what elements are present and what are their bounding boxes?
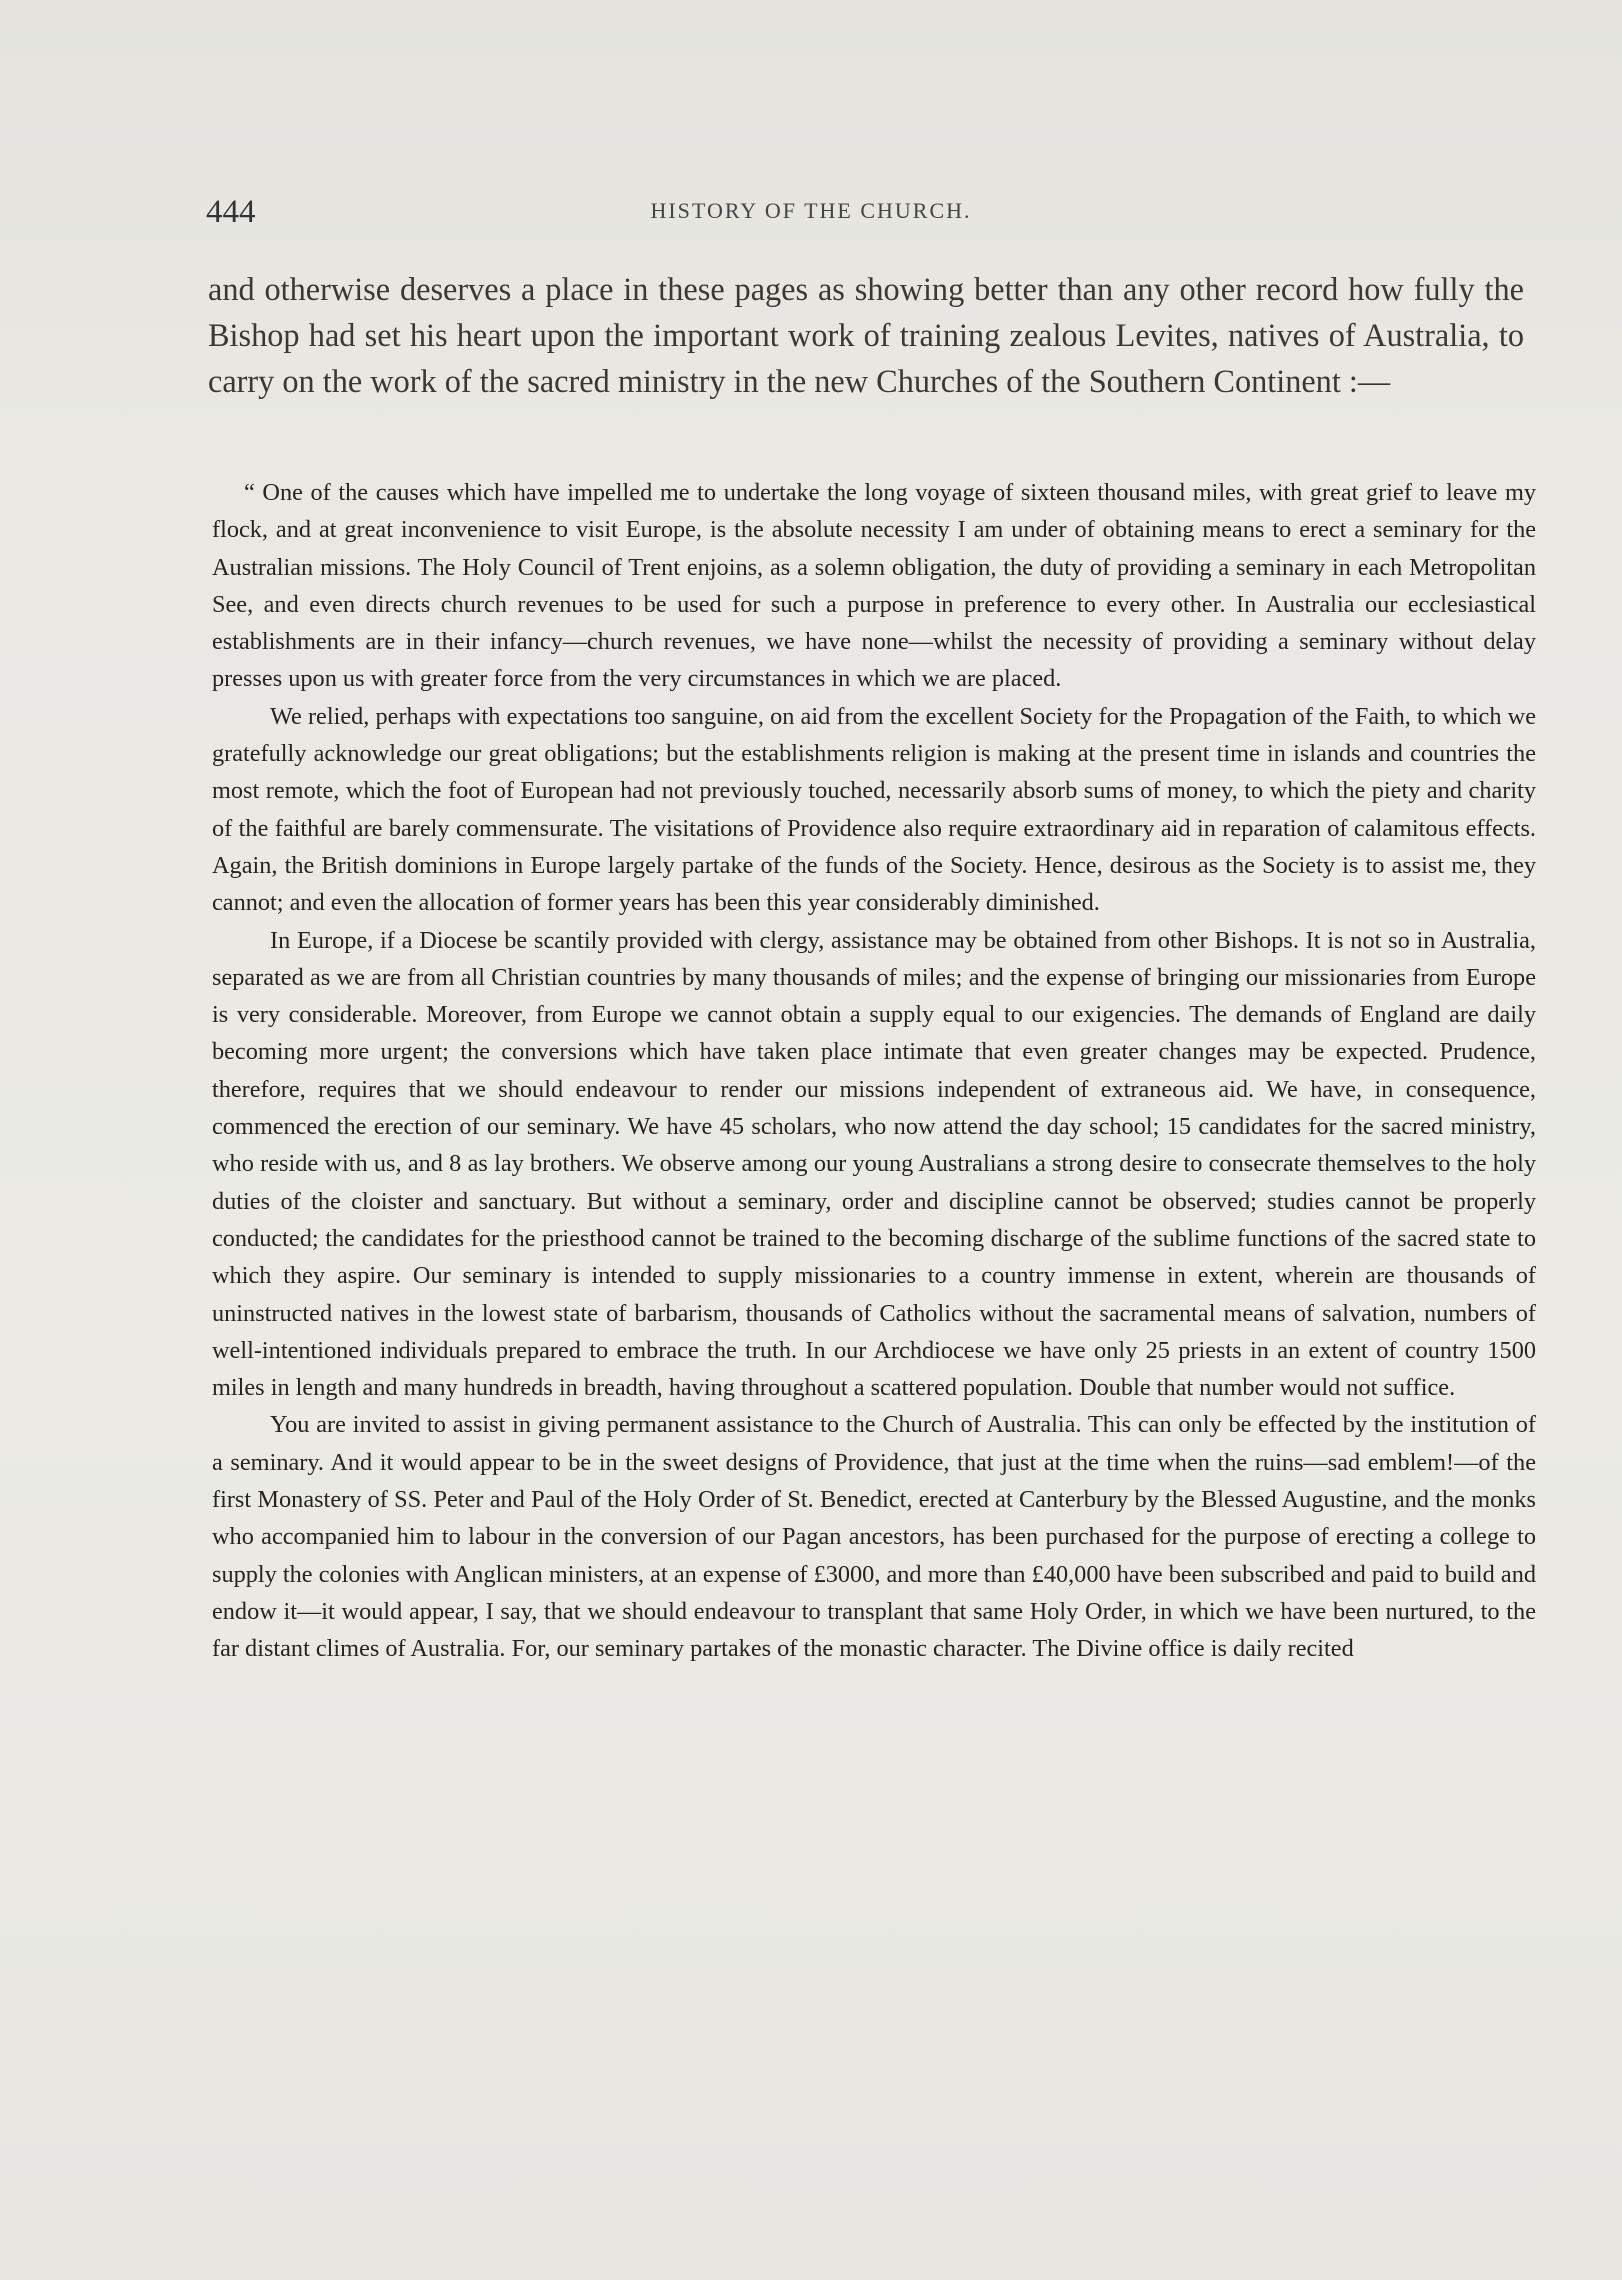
quoted-letter [212,474,1536,1668]
quote-paragraph-4: You are invited to assist in giving permanent assistance to the Church of Australia. This can only be effected by the institution of a seminary. And it would appear to be in the sweet designs of Providence, that just at the time when the ruins—sad emblem!—of the first Monastery of SS. Peter and Paul of the Holy Order of St. Benedict, erected at Canterbury by the Blessed Augustine, and the monks who accompanied him to labour in the conversion of our Pagan ancestors, has been purchased for the purpose of erecting a college to supply the colonies with Anglican ministers, at an expense of £3000, and more than £40,000 have been subscribed and paid to build and endow it—it would appear, I say, that we should endeavour to transplant that same Holy Order, in which we have been nurtured, to the far distant climes of Australia. For, our seminary partakes of the monastic character. The Divine office is daily recited [212,1411,1536,1663]
page-number: 444 [206,194,256,230]
quote-paragraph-3: In Europe, if a Diocese be scantily provided with clergy, assistance may be obtained from other Bishops. It is not so in Australia, separated as we are from all Christian countries by many thousands of miles; and the expense of bringing our missionaries from Europe is very considerable. Moreover, from Europe we cannot obtain a supply equal to our exigencies. The demands of England are daily becoming more urgent; the conversions which have taken place intimate that even greater changes may be expected. Prudence, therefore, requires that we should endeavour to render our missions independent of extraneous aid. We have, in consequence, commenced the erection of our seminary. We have 45 scholars, who now attend the day school; 15 candidates for the sacred ministry, who reside with us, and 8 as lay brothers. We observe among our young Australians a strong desire to consecrate themselves to the holy duties of the cloister and sanctuary. But without a seminary, order and discipline cannot be observed; studies cannot be properly conducted; the candidates for the priesthood cannot be trained to the becoming discharge of the sublime functions of the sacred state to which they aspire. Our seminary is intended to supply missionaries to a country immense in extent, wherein are thousands of uninstructed natives in the lowest state of barbarism, thousands of Catholics without the sacramental means of salvation, numbers of well-intentioned individuals prepared to embrace the truth. In our Archdiocese we have only 25 priests in an extent of country 1500 miles in length and many hundreds in breadth, having throughout a scattered population. Double that number would not suffice. [212,926,1536,1402]
intro-paragraph: and otherwise deserves a place in these pages as showing better than any other record how fully the Bishop had set his heart upon the important work of training zealous Levites, natives of Australia, to carry on the work of the sacred ministry in the new Churches of the Southern Continent :— [208,271,1524,399]
quote-paragraph-2: We relied, perhaps with expectations too sanguine, on aid from the excellent Society for the Propagation of the Faith, to which we gratefully acknowledge our great obligations; but the establishments religion is making at the present time in islands and countries the most remote, which the foot of European had not previously touched, necessarily absorb sums of money, to which the piety and charity of the faithful are barely commensurate. The visitations of Providence also require extraordinary aid in reparation of calamitous effects. Again, the British dominions in Europe largely partake of the funds of the Society. Hence, desirous as the Society is to assist me, they cannot; and even the allocation of former years has been this year considerably diminished. [212,702,1536,917]
quote-paragraph-1: “ One of the causes which have impelled me to undertake the long voyage of sixteen thousand miles, with great grief to leave my flock, and at great inconvenience to visit Europe, is the absolute necessity I am under of obtaining means to erect a seminary for the Australian missions. The Holy Council of Trent enjoins, as a solemn obligation, the duty of providing a seminary in each Metropolitan See, and even directs church revenues to be used for such a purpose in preference to every other. In Australia our ecclesiastical establishments are in their infancy—church revenues, we have none—whilst the necessity of providing a seminary without delay presses upon us with greater force from the very circumstances in which we are placed. [212,479,1536,693]
running-head: HISTORY OF THE CHURCH. [650,198,972,223]
